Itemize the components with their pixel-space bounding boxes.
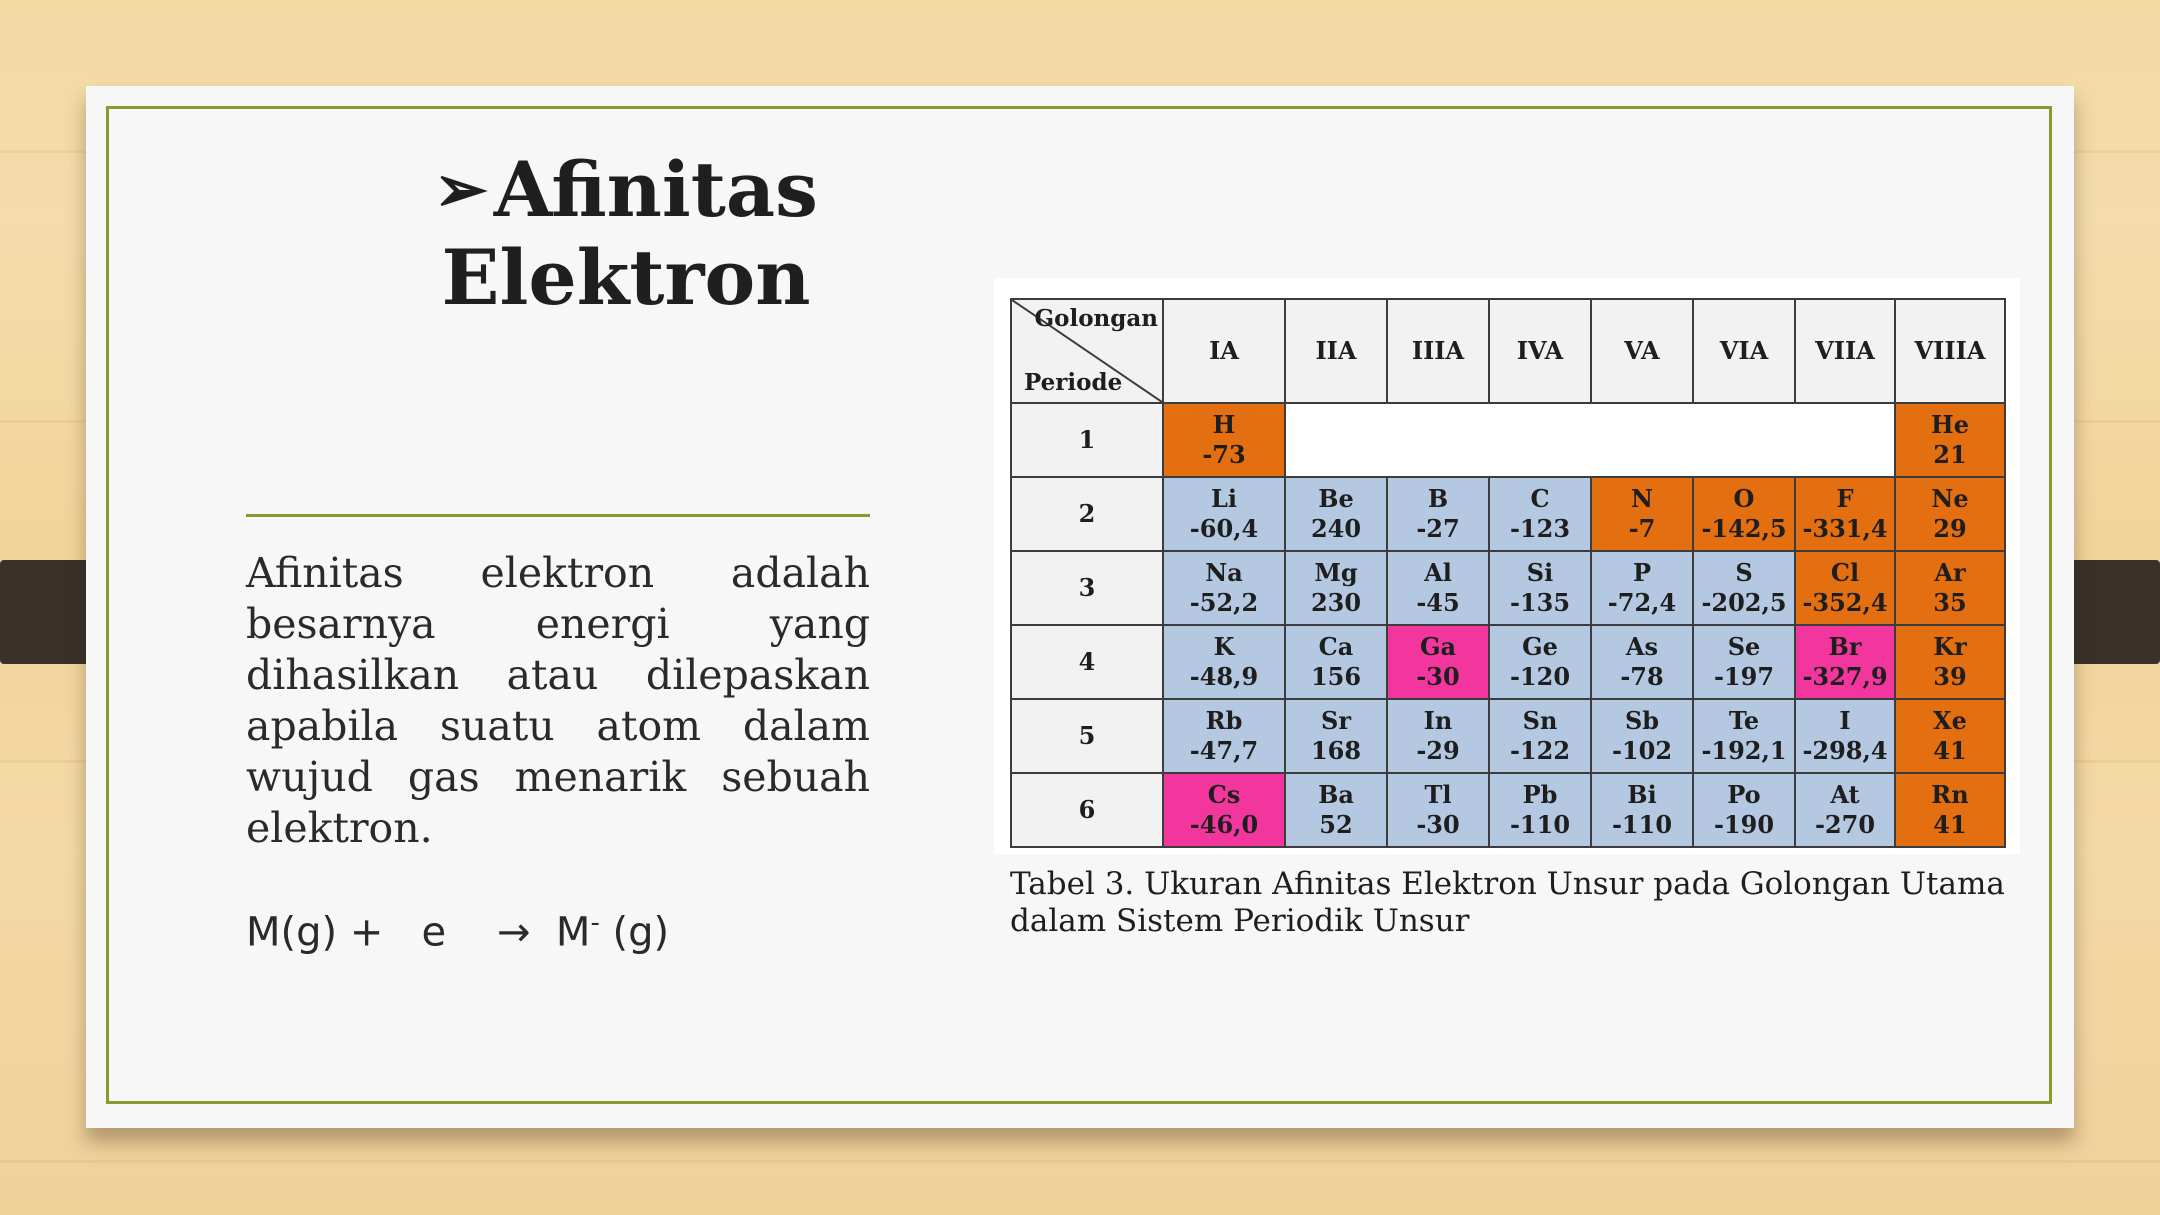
title-divider	[246, 514, 870, 517]
equation-reactant: M(g) +	[246, 909, 384, 956]
element-cell	[1895, 773, 2005, 847]
element-symbol: C	[1530, 484, 1550, 513]
element-cell	[1285, 551, 1387, 625]
table-row	[1011, 699, 2005, 773]
period-label: 4	[1011, 625, 1163, 699]
element-cell	[1693, 699, 1795, 773]
element-cell	[1591, 477, 1693, 551]
affinity-value: -73	[1202, 440, 1246, 469]
affinity-value: 41	[1933, 736, 1967, 765]
corner-periode-label: Periode	[1024, 369, 1123, 396]
group-header: VIIA	[1795, 299, 1895, 403]
element-symbol: Te	[1728, 706, 1760, 735]
affinity-value: -48,9	[1189, 662, 1259, 691]
table-header-row	[1011, 299, 2005, 403]
affinity-value: 41	[1933, 810, 1967, 839]
affinity-value: -52,2	[1189, 588, 1259, 617]
element-symbol: Br	[1828, 632, 1862, 661]
element-cell	[1591, 551, 1693, 625]
affinity-value: -47,7	[1189, 736, 1259, 765]
element-symbol: Mg	[1314, 558, 1358, 587]
table-row	[1011, 551, 2005, 625]
affinity-value: -30	[1416, 662, 1460, 691]
affinity-value: -122	[1509, 736, 1571, 765]
affinity-value: -331,4	[1802, 514, 1888, 543]
element-cell	[1795, 551, 1895, 625]
affinity-value: -110	[1611, 810, 1673, 839]
group-header: IIA	[1285, 299, 1387, 403]
element-symbol: Na	[1205, 558, 1243, 587]
empty-cell	[1285, 403, 1895, 477]
element-cell	[1387, 699, 1489, 773]
element-symbol: K	[1213, 632, 1235, 661]
affinity-value: -27	[1416, 514, 1460, 543]
element-symbol: He	[1931, 410, 1969, 439]
element-symbol: Se	[1727, 632, 1761, 661]
affinity-value: 21	[1933, 440, 1967, 469]
table-caption: Tabel 3. Ukuran Afinitas Elektron Unsur pada Golongan Utama dalam Sistem Periodik Unsur	[1010, 866, 2005, 939]
element-symbol: Ar	[1934, 558, 1966, 587]
element-symbol: Sb	[1624, 706, 1660, 735]
reaction-equation	[246, 908, 846, 955]
element-symbol: Ne	[1931, 484, 1969, 513]
element-cell	[1591, 699, 1693, 773]
title-text-2: Elektron	[441, 233, 811, 322]
group-header: IIIA	[1387, 299, 1489, 403]
group-header: IVA	[1489, 299, 1591, 403]
corner-header	[1011, 299, 1163, 403]
period-label: 6	[1011, 773, 1163, 847]
arrow-bullet-icon: ➢	[434, 152, 488, 227]
element-symbol: Li	[1211, 484, 1237, 513]
element-cell	[1387, 477, 1489, 551]
group-header: VIA	[1693, 299, 1795, 403]
element-symbol: Pb	[1522, 780, 1558, 809]
group-header: VA	[1591, 299, 1693, 403]
table-row	[1011, 625, 2005, 699]
element-symbol: At	[1830, 780, 1860, 809]
affinity-value: 230	[1310, 588, 1362, 617]
element-cell	[1285, 773, 1387, 847]
group-header: IA	[1163, 299, 1285, 403]
element-cell	[1387, 551, 1489, 625]
group-header: VIIIA	[1895, 299, 2005, 403]
element-symbol: As	[1625, 632, 1659, 661]
element-cell	[1895, 699, 2005, 773]
element-symbol: Sr	[1321, 706, 1351, 735]
element-cell	[1693, 477, 1795, 551]
affinity-value: -78	[1620, 662, 1664, 691]
electron-affinity-table	[1010, 298, 2006, 848]
element-symbol: Al	[1424, 558, 1452, 587]
element-cell	[1163, 773, 1285, 847]
affinity-value: -190	[1713, 810, 1775, 839]
affinity-value: -352,4	[1802, 588, 1888, 617]
affinity-value: -29	[1416, 736, 1460, 765]
table-row	[1011, 477, 2005, 551]
element-symbol: Xe	[1933, 706, 1967, 735]
equation-electron: e	[421, 909, 447, 956]
element-symbol: Ca	[1318, 632, 1354, 661]
table-row	[1011, 403, 2005, 477]
element-symbol: Rb	[1205, 706, 1243, 735]
element-cell	[1895, 477, 2005, 551]
element-symbol: Ga	[1419, 632, 1457, 661]
equation-arrow: →	[496, 909, 531, 956]
affinity-value: -60,4	[1189, 514, 1259, 543]
affinity-value: 35	[1933, 588, 1967, 617]
period-label: 1	[1011, 403, 1163, 477]
element-cell	[1591, 625, 1693, 699]
period-label: 3	[1011, 551, 1163, 625]
title-line-1	[386, 146, 866, 234]
affinity-value: 240	[1310, 514, 1362, 543]
affinity-value: -197	[1713, 662, 1775, 691]
element-symbol: F	[1836, 484, 1854, 513]
slide-title	[386, 146, 866, 322]
element-cell	[1693, 551, 1795, 625]
element-cell	[1795, 625, 1895, 699]
element-cell	[1795, 699, 1895, 773]
element-cell	[1489, 551, 1591, 625]
affinity-value: -135	[1509, 588, 1571, 617]
element-cell	[1163, 477, 1285, 551]
affinity-value: -102	[1611, 736, 1673, 765]
affinity-value: -72,4	[1607, 588, 1677, 617]
element-symbol: S	[1735, 558, 1753, 587]
affinity-value: 168	[1310, 736, 1362, 765]
element-symbol: P	[1632, 558, 1652, 587]
affinity-value: -298,4	[1802, 736, 1888, 765]
corner-golongan-label: Golongan	[1034, 305, 1158, 332]
element-cell	[1693, 625, 1795, 699]
affinity-value: -142,5	[1701, 514, 1787, 543]
element-cell	[1387, 773, 1489, 847]
element-symbol: I	[1839, 706, 1851, 735]
element-symbol: Ba	[1318, 780, 1354, 809]
element-cell	[1693, 773, 1795, 847]
element-cell	[1591, 773, 1693, 847]
affinity-value: -327,9	[1802, 662, 1888, 691]
element-cell	[1795, 477, 1895, 551]
definition-paragraph: Afinitas elektron adalah besarnya energi yang dihasilkan atau dilepaskan apabila suatu atom dalam wujud gas menarik sebuah elektron.	[246, 549, 870, 852]
affinity-value: -46,0	[1189, 810, 1259, 839]
element-symbol: Sn	[1522, 706, 1558, 735]
affinity-value: 39	[1933, 662, 1967, 691]
element-symbol: N	[1631, 484, 1653, 513]
period-label: 2	[1011, 477, 1163, 551]
element-symbol: Cl	[1830, 558, 1860, 587]
affinity-value: 156	[1310, 662, 1362, 691]
title-text-1: Afinitas	[493, 145, 818, 234]
element-symbol: B	[1427, 484, 1449, 513]
element-cell	[1895, 551, 2005, 625]
affinity-value: -120	[1509, 662, 1571, 691]
element-cell	[1489, 773, 1591, 847]
affinity-value: -7	[1628, 514, 1656, 543]
affinity-value: -30	[1416, 810, 1460, 839]
periodic-table-image	[994, 278, 2020, 854]
element-cell	[1489, 625, 1591, 699]
element-symbol: H	[1212, 410, 1236, 439]
period-label: 5	[1011, 699, 1163, 773]
element-cell	[1489, 699, 1591, 773]
element-cell	[1285, 477, 1387, 551]
element-symbol: Tl	[1424, 780, 1452, 809]
element-cell	[1895, 403, 2005, 477]
element-cell	[1163, 403, 1285, 477]
element-cell	[1285, 699, 1387, 773]
element-cell	[1285, 625, 1387, 699]
affinity-value: 52	[1319, 810, 1353, 839]
element-symbol: O	[1733, 484, 1755, 513]
affinity-value: -123	[1509, 514, 1571, 543]
element-symbol: Be	[1318, 484, 1354, 513]
affinity-value: -110	[1509, 810, 1571, 839]
element-symbol: In	[1423, 706, 1453, 735]
element-symbol: Po	[1727, 780, 1761, 809]
element-symbol: Rn	[1931, 780, 1969, 809]
element-symbol: Ge	[1522, 632, 1558, 661]
element-symbol: Cs	[1207, 780, 1241, 809]
element-cell	[1489, 477, 1591, 551]
element-cell	[1163, 699, 1285, 773]
element-cell	[1795, 773, 1895, 847]
element-cell	[1163, 625, 1285, 699]
element-symbol: Si	[1526, 558, 1554, 587]
element-symbol: Kr	[1933, 632, 1967, 661]
slide-card	[86, 86, 2074, 1128]
affinity-value: -192,1	[1701, 736, 1787, 765]
table-row	[1011, 773, 2005, 847]
affinity-value: -270	[1814, 810, 1876, 839]
element-cell	[1895, 625, 2005, 699]
affinity-value: -45	[1416, 588, 1460, 617]
equation-charge: -	[590, 908, 600, 938]
equation-state: (g)	[612, 909, 670, 956]
element-cell	[1163, 551, 1285, 625]
affinity-value: 29	[1933, 514, 1967, 543]
affinity-value: -202,5	[1701, 588, 1787, 617]
equation-product: M	[555, 909, 591, 956]
element-cell	[1387, 625, 1489, 699]
element-symbol: Bi	[1627, 780, 1657, 809]
